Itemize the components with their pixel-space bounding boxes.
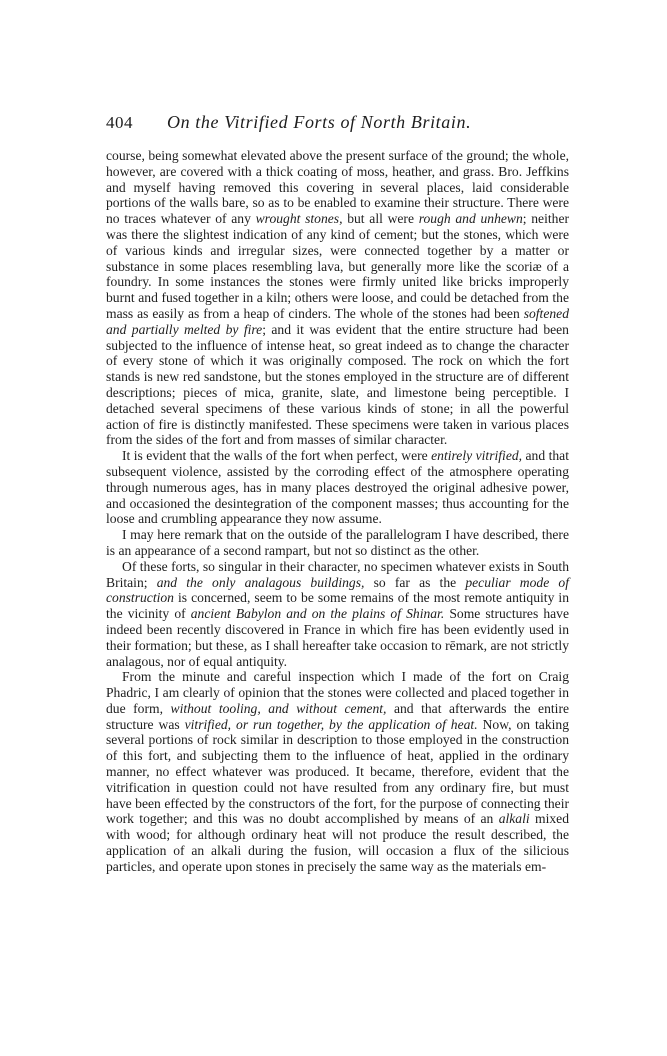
italic-text-run: softened and partially melted by fire [106, 305, 569, 337]
italic-text-run: without tooling, and without cement, [170, 700, 387, 716]
running-title: On the Vitrified Forts of North Britain. [167, 112, 472, 132]
page-number: 404 [106, 113, 133, 132]
italic-text-run: ancient Babylon and on the plains of Shinar. [190, 606, 445, 622]
page-header [106, 112, 569, 138]
text-run: It is evident that the walls of the fort when perfect, were [122, 448, 432, 464]
text-run: ; and it was evident that the entire structure had been subjected to the influence of intense heat, so great indeed as to change the character of every stone of which it was originally composed. The rock on which the fort stands is new red sandstone, but the stones employed in the structure are of different descriptions; pieces of mica, granite, slate, and limestone being perceptible. I detached several specimens of these various kinds of stone; in all the powerful action of fire is distinctly manifested. These specimens were taken in various places from the sides of the fort and from masses of similar character. [106, 321, 569, 448]
text-run: Of these forts, so singular in their character, no specimen whatever exists in South Britain; [106, 558, 569, 590]
text-run: but all were [342, 211, 419, 227]
paragraph [106, 669, 569, 874]
text-run: mixed with wood; for although ordinary heat will not produce the result described, the application of an alkali during the fusion, will occasion a flux of the silicious particles, and operate upon stones in precisely the same way as the materials em- [106, 811, 569, 874]
text-run: so far as the [364, 574, 466, 590]
italic-text-run: rough and unhewn [418, 211, 523, 227]
paragraph [106, 448, 569, 527]
italic-text-run: vitrified, or run together, by the application of heat. [184, 716, 478, 732]
paragraph [106, 559, 569, 670]
italic-text-run: alkali [498, 811, 530, 827]
italic-text-run: and the only analagous buildings, [156, 574, 365, 590]
text-run: and that afterwards the entire structure was [106, 700, 569, 732]
text-run: Now, on taking several portions of rock similar in description to those employed in the construction of this fort, and subjecting them to the influence of heat, applied in the ordinary manner, no effect whatever was produced. It became, therefore, evident that the vitrification in question could not have resulted from any ordinary fire, but must have been effected by the constructors of the fort, for the purpose of connecting their work together; and this was no doubt accomplished by means of an [106, 716, 570, 827]
paragraph [106, 148, 569, 448]
italic-text-run: wrought stones, [255, 211, 343, 227]
text-run: Some structures have indeed been recently discovered in France in which fire has been evidently used in their formation; but these, as I shall hereafter take occasion to rēmark, are not strictly analagous, nor of equal antiquity. [106, 606, 569, 669]
paragraph [106, 527, 569, 559]
italic-text-run: entirely vitrified, [431, 448, 523, 464]
text-run: course, being somewhat elevated above the present surface of the ground; the whole, however, are covered with a thick coating of moss, heather, and grass. Bro. Jeffkins and myself having removed this covering in several places, laid considerable portions of the walls bare, so as to be enabled to examine their structure. There were no traces whatever of any [106, 148, 569, 227]
text-run: is concerned, seem to be some remains of the most remote antiquity in the vicinity of [106, 590, 569, 622]
text-run: and that subsequent violence, assisted by the corroding effect of the atmosphere operating through numerous ages, has in many places destroyed the original adhesive power, and occasioned the desintegration of the component masses; thus accounting for the loose and crumbling appearance they now assume. [106, 448, 569, 527]
book-page [106, 112, 569, 875]
text-run: I may here remark that on the outside of the parallelogram I have described, there is an appearance of a second rampart, but not so distinct as the other. [106, 527, 569, 558]
text-run: ; neither was there the slightest indication of any kind of cement; but the stones, which were of various kinds and irregular sizes, were connected together by a matter or substance in some places resembling lava, but generally more like the scoriæ of a foundry. In some instances the stones were firmly united like bricks improperly burnt and fused together in a kiln; others were loose, and could be detached from the mass as easily as from a heap of cinders. The whole of the stones had been [106, 211, 570, 321]
italic-text-run: peculiar mode of construction [106, 574, 569, 606]
text-run: From the minute and careful inspection which I made of the fort on Craig Phadric, I am clearly of opinion that the stones were collected and placed together in due form, [106, 669, 569, 716]
body-text [106, 148, 569, 875]
